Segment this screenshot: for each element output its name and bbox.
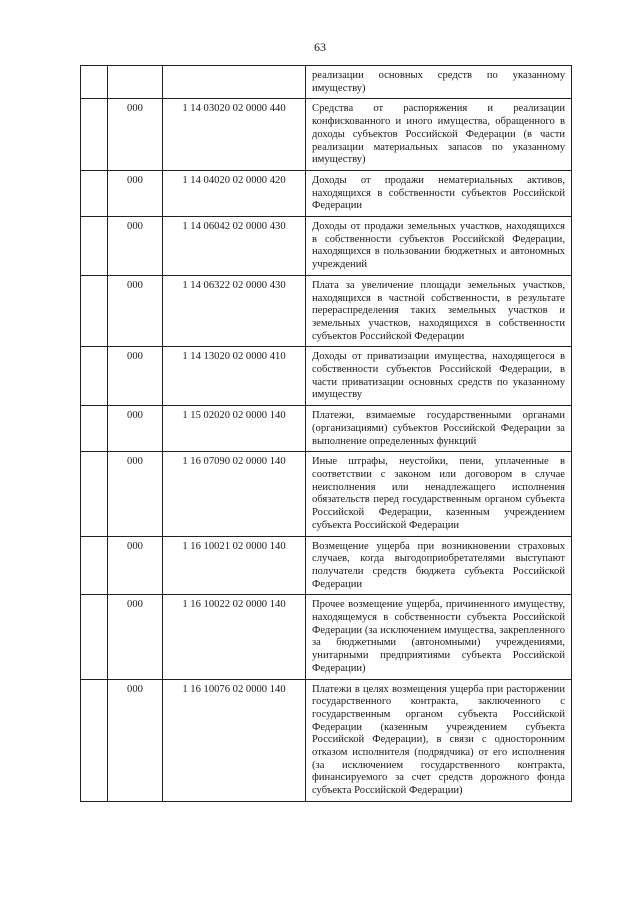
description-cell: реализации основных средств по указанному имуществу) <box>306 66 572 99</box>
admin-code-cell: 000 <box>108 536 163 595</box>
admin-code-cell: 000 <box>108 275 163 347</box>
description-cell: Плата за увеличение площади земельных участков, находящихся в частной собственности, в результате перераспределения таких земельных участков и земельных участков, находящихся в собственности субъектов Российской Федерации <box>306 275 572 347</box>
description-cell: Средства от распоряжения и реализации конфискованного и иного имущества, обращенного в доходы субъектов Российской Федерации (в части реализации материальных запасов по указанному имуществу) <box>306 99 572 171</box>
admin-code-cell: 000 <box>108 595 163 679</box>
blank-cell <box>81 275 108 347</box>
blank-cell <box>81 595 108 679</box>
blank-cell <box>81 679 108 801</box>
table-row <box>81 406 572 452</box>
blank-cell <box>81 347 108 406</box>
blank-cell <box>81 99 108 171</box>
blank-cell <box>81 452 108 536</box>
revenue-code-cell: 1 15 02020 02 0000 140 <box>163 406 306 452</box>
revenue-code-cell: 1 16 10022 02 0000 140 <box>163 595 306 679</box>
admin-code-cell: 000 <box>108 217 163 276</box>
description-cell: Платежи, взимаемые государственными органами (организациями) субъектов Российской Федерации за выполнение определенных функций <box>306 406 572 452</box>
revenue-codes-table <box>80 65 572 802</box>
table-row <box>81 66 572 99</box>
admin-code-cell <box>108 66 163 99</box>
admin-code-cell: 000 <box>108 679 163 801</box>
description-cell: Возмещение ущерба при возникновении страховых случаев, когда выгодоприобретателями выступают получатели средств бюджета субъекта Российской Федерации <box>306 536 572 595</box>
admin-code-cell: 000 <box>108 170 163 216</box>
description-cell: Платежи в целях возмещения ущерба при расторжении государственного контракта, заключенного с государственным органом субъекта Российской Федерации (казенным учреждением субъекта Российской Федерации), в связи с односторонним отказом исполнителя (подрядчика) от его исполнения (за исключением государственного контракта, финансируемого за счет средств дорожного фонда субъекта Российской Федерации) <box>306 679 572 801</box>
description-cell: Доходы от приватизации имущества, находящегося в собственности субъектов Российской Федерации, в части приватизации основных средств по указанному имуществу <box>306 347 572 406</box>
admin-code-cell: 000 <box>108 99 163 171</box>
table-row <box>81 452 572 536</box>
blank-cell <box>81 217 108 276</box>
table-row <box>81 595 572 679</box>
revenue-code-cell: 1 14 06042 02 0000 430 <box>163 217 306 276</box>
revenue-code-cell: 1 14 13020 02 0000 410 <box>163 347 306 406</box>
admin-code-cell: 000 <box>108 406 163 452</box>
revenue-code-cell: 1 14 06322 02 0000 430 <box>163 275 306 347</box>
page-number: 63 <box>314 40 326 54</box>
table-row <box>81 275 572 347</box>
admin-code-cell: 000 <box>108 452 163 536</box>
revenue-code-cell: 1 16 10076 02 0000 140 <box>163 679 306 801</box>
table-row <box>81 170 572 216</box>
table-row <box>81 347 572 406</box>
blank-cell <box>81 406 108 452</box>
revenue-code-cell: 1 16 07090 02 0000 140 <box>163 452 306 536</box>
table-row <box>81 679 572 801</box>
table-row <box>81 217 572 276</box>
revenue-code-cell: 1 14 04020 02 0000 420 <box>163 170 306 216</box>
blank-cell <box>81 66 108 99</box>
revenue-code-cell: 1 14 03020 02 0000 440 <box>163 99 306 171</box>
description-cell: Прочее возмещение ущерба, причиненного имуществу, находящемуся в собственности субъекта Российской Федерации (за исключением имущества, закрепленного за бюджетными (автономными) учреждениями, унитарными предприятиями субъекта Российской Федерации) <box>306 595 572 679</box>
description-cell: Доходы от продажи земельных участков, находящихся в собственности субъектов Российской Федерации, находящихся в пользовании бюджетных и автономных учреждений <box>306 217 572 276</box>
table-row <box>81 536 572 595</box>
blank-cell <box>81 170 108 216</box>
admin-code-cell: 000 <box>108 347 163 406</box>
blank-cell <box>81 536 108 595</box>
revenue-code-cell <box>163 66 306 99</box>
table-row <box>81 99 572 171</box>
description-cell: Доходы от продажи нематериальных активов, находящихся в собственности субъектов Российской Федерации <box>306 170 572 216</box>
description-cell: Иные штрафы, неустойки, пени, уплаченные в соответствии с законом или договором в случае неисполнения или ненадлежащего исполнения обязательств перед государственным органом субъекта Российской Федерации, казенным учреждением субъекта Российской Федерации <box>306 452 572 536</box>
revenue-code-cell: 1 16 10021 02 0000 140 <box>163 536 306 595</box>
